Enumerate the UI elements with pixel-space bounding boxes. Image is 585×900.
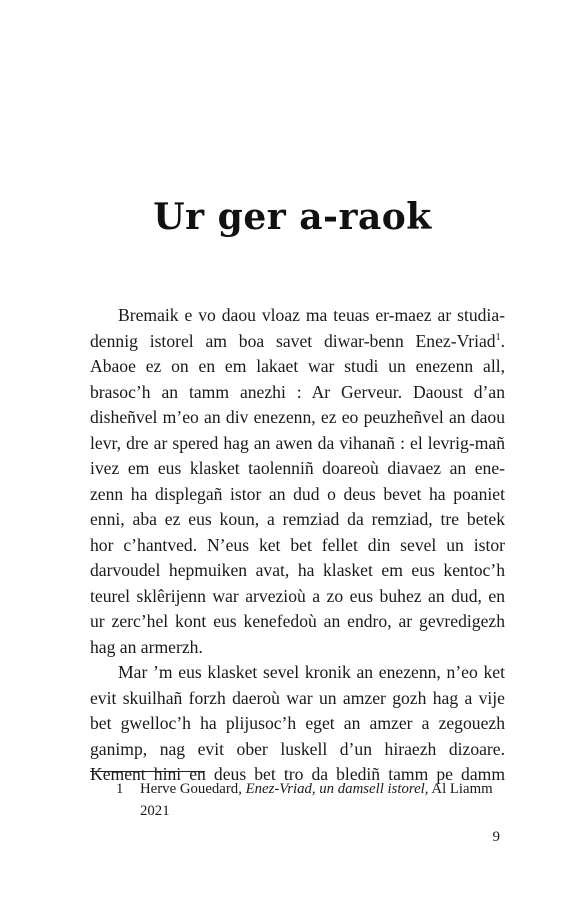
text-line: hag an armerzh. bbox=[90, 636, 203, 657]
text-line: zenn ha displegañ istor an dud o deus bevet ha poaniet bbox=[90, 483, 505, 504]
text-line: disheñvel m’eo an div enezenn, ez eo peuzheñvel an daou bbox=[90, 407, 505, 427]
body-text bbox=[90, 303, 505, 788]
text-line: levr, dre ar spered hag an awen da vihanañ : el levrig-mañ bbox=[90, 432, 505, 453]
text-line: enni, aba ez eus koun, a remziad da remziad, tre betek bbox=[90, 509, 505, 529]
text-line: ur zerc’hel kont eus kenefedoù an endro, ar gevredigezh bbox=[90, 611, 505, 631]
text-line: dennig istorel am boa savet diwar-benn Enez-Vriad$^1$. bbox=[90, 330, 505, 351]
footnote-divider bbox=[90, 771, 205, 772]
text-line: hor c’hantved. N’eus ket bet fellet din sevel un istor bbox=[90, 534, 505, 555]
text-line: teurel sklêrijenn war arvezioù a zo eus buhez an dud, en bbox=[90, 585, 505, 606]
footnote-book-title: Enez-Vriad, un damsell istorel bbox=[245, 781, 425, 797]
text-line: Mar ’m eus klasket sevel kronik an enezenn, n’eo ket bbox=[118, 662, 505, 682]
text-line: bet gwelloc’h ha plijusoc’h eget an amzer a zegouezh bbox=[90, 713, 505, 733]
text-line: brasoc’h an tamm anezhi : Ar Gerveur. Daoust d’an bbox=[90, 381, 505, 402]
footnote-year: 2021 bbox=[140, 803, 170, 819]
text-line: ivez em eus klasket taolenniñ doareoù diavaez an ene- bbox=[90, 458, 505, 478]
text-line: Abaoe ez on en em lakaet war studi un enezenn all, bbox=[90, 356, 505, 376]
footnote-publisher: , Al Liamm bbox=[424, 781, 493, 797]
text-line: Kement hini en deus bet tro da blediñ tamm pe damm bbox=[90, 764, 505, 784]
page-number: 9 bbox=[492, 829, 500, 845]
footnote-number: 1 bbox=[116, 781, 124, 797]
text-line: darvoudel hepmuiken avat, ha klasket em eus kentoc’h bbox=[90, 560, 505, 580]
text-line: evit skuilhañ forzh daeroù war un amzer gozh hag a vije bbox=[90, 687, 505, 708]
footnote-author: Herve Gouedard, bbox=[140, 781, 242, 797]
chapter-title: Ur ger a-raok bbox=[153, 196, 432, 238]
text-line: ganimp, nag evit ober luskell d’un hiraezh dizoare. bbox=[90, 738, 505, 759]
text-line: Bremaik e vo daou vloaz ma teuas er-maez ar studia- bbox=[118, 305, 505, 325]
footnote-mark[interactable]: 1 bbox=[495, 331, 501, 343]
footnote-text bbox=[140, 778, 500, 822]
